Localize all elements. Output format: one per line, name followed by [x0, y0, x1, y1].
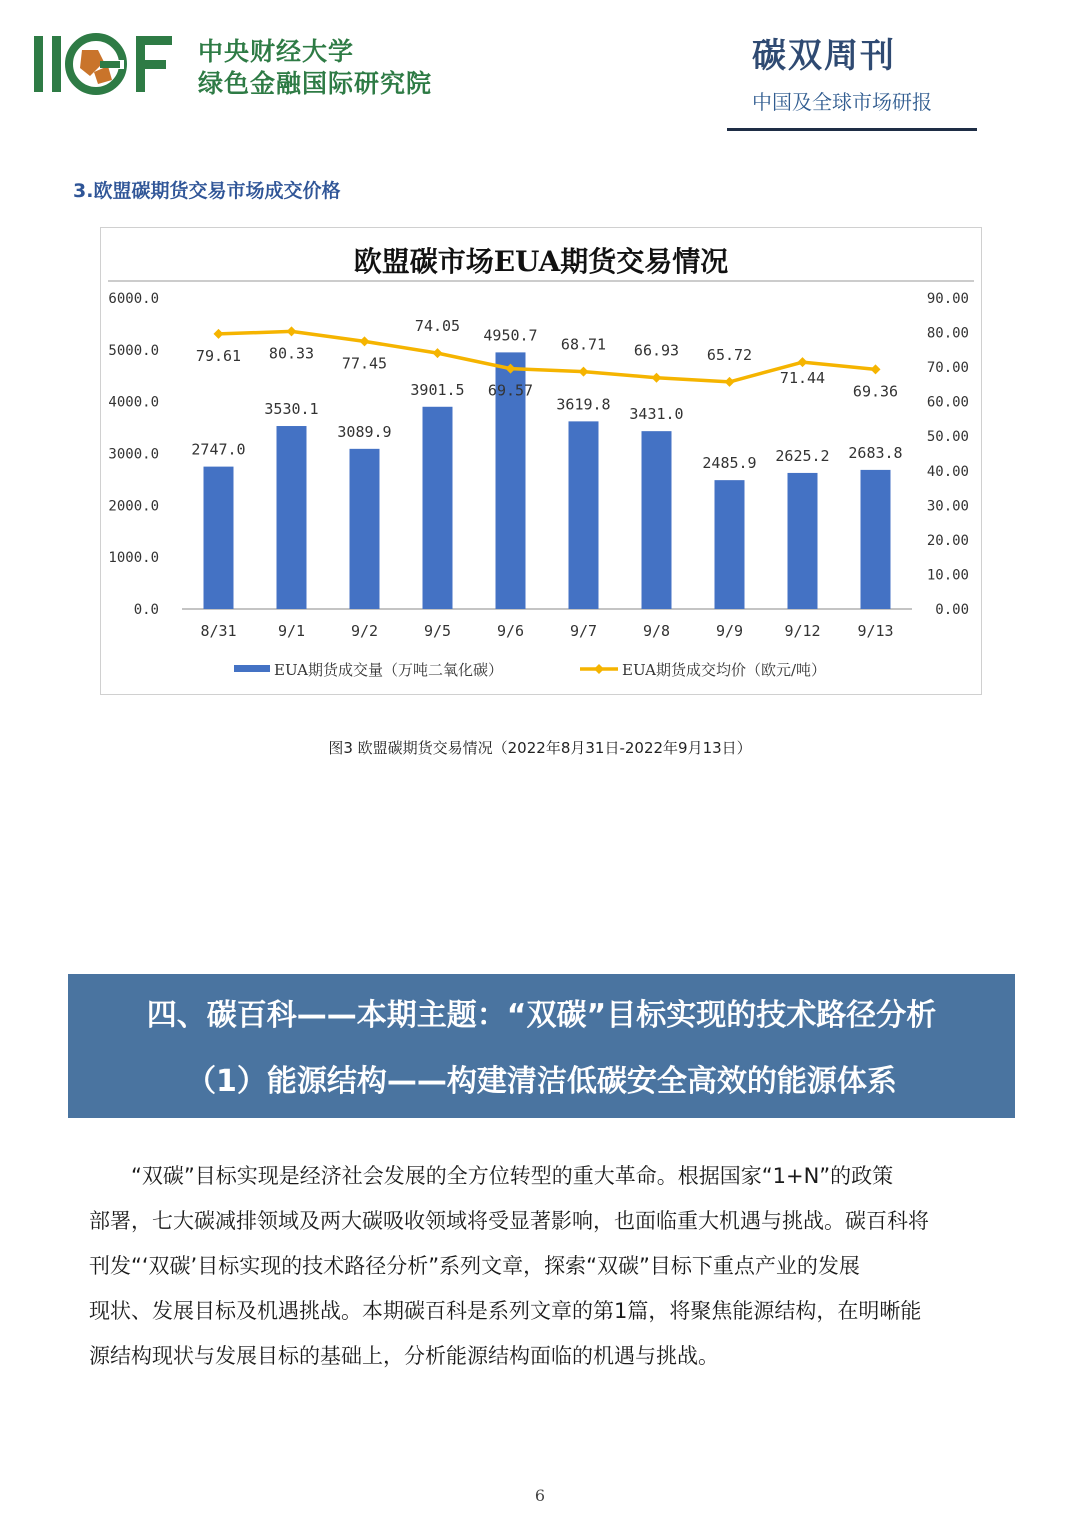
price-marker	[798, 357, 808, 367]
publication-title: 碳双周刊	[752, 36, 896, 76]
page-number: 6	[534, 1486, 546, 1505]
banner-title: 四、碳百科——本期主题：“双碳”目标实现的技术路径分析	[146, 998, 937, 1033]
price-line	[219, 331, 876, 381]
chart-title: 欧盟碳市场EUA期货交易情况	[353, 245, 729, 278]
price-data-label: 69.36	[852, 382, 899, 401]
topic-banner	[68, 974, 1015, 1118]
legend-line-label: EUA期货成交均价（欧元/吨）	[622, 661, 827, 679]
x-tick-label: 9/2	[350, 622, 379, 640]
institute-subtitle: 绿色金融国际研究院	[198, 69, 433, 98]
volume-data-label: 3431.0	[629, 405, 684, 424]
price-data-label: 74.05	[414, 317, 461, 336]
price-data-label: 71.44	[779, 369, 826, 388]
x-tick-label: 9/13	[857, 622, 894, 640]
volume-bar	[788, 473, 818, 609]
price-data-label: 66.93	[633, 341, 680, 360]
banner-subtitle: （1）能源结构——构建清洁低碳安全高效的能源体系	[186, 1064, 897, 1099]
volume-bar	[277, 426, 307, 609]
y-right-tick-label: 30.00	[926, 498, 969, 515]
volume-bar	[715, 480, 745, 609]
y-right-tick-label: 70.00	[926, 360, 969, 377]
price-data-label: 65.72	[706, 345, 753, 364]
volume-data-label: 2683.8	[848, 443, 903, 462]
price-marker	[579, 367, 589, 377]
y-right-tick-label: 60.00	[926, 394, 969, 411]
volume-bar	[642, 431, 672, 609]
price-data-label: 79.61	[195, 346, 242, 365]
y-left-tick-label: 5000.0	[108, 342, 159, 359]
x-tick-label: 9/8	[642, 622, 671, 640]
y-right-tick-label: 20.00	[926, 532, 969, 549]
y-right-tick-label: 50.00	[926, 429, 969, 446]
y-left-tick-label: 1000.0	[108, 550, 159, 567]
body-line: “双碳”目标实现是经济社会发展的全方位转型的重大革命。根据国家“1+N”的政策	[89, 1164, 894, 1188]
volume-data-label: 2485.9	[702, 454, 757, 473]
price-marker	[214, 329, 224, 339]
legend-bar-swatch	[234, 665, 270, 672]
volume-bar	[423, 407, 453, 609]
x-tick-label: 8/31	[200, 622, 237, 640]
legend-line-marker	[594, 664, 604, 674]
body-line: 部署，七大碳减排领域及两大碳吸收领域将受显著影响，也面临重大机遇与挑战。碳百科将	[89, 1209, 929, 1233]
y-right-tick-label: 90.00	[926, 291, 969, 307]
legend-bar-label: EUA期货成交量（万吨二氧化碳）	[274, 661, 503, 679]
price-marker	[725, 377, 735, 387]
institute-name: 中央财经大学	[198, 37, 355, 66]
body-line: 现状、发展目标及机遇挑战。本期碳百科是系列文章的第1篇，将聚焦能源结构，在明晰能	[89, 1299, 922, 1323]
x-tick-label: 9/7	[569, 622, 598, 640]
y-right-tick-label: 40.00	[926, 463, 969, 480]
volume-data-label: 2625.2	[775, 446, 830, 465]
price-marker	[433, 348, 443, 358]
y-left-tick-label: 3000.0	[108, 446, 159, 463]
section-heading: 3.欧盟碳期货交易市场成交价格	[73, 180, 341, 202]
y-right-tick-label: 10.00	[926, 567, 969, 584]
y-right-tick-label: 80.00	[926, 325, 969, 342]
volume-bar	[569, 421, 599, 609]
y-right-tick-label: 0.00	[935, 602, 969, 618]
volume-data-label: 4950.7	[483, 326, 538, 345]
price-marker	[360, 336, 370, 346]
price-data-label: 77.45	[341, 354, 388, 373]
x-tick-label: 9/6	[496, 622, 525, 640]
price-marker	[871, 364, 881, 374]
y-left-tick-label: 0.0	[133, 602, 159, 618]
volume-data-label: 3089.9	[337, 422, 392, 441]
iigf-logo	[32, 32, 180, 98]
y-left-tick-label: 2000.0	[108, 498, 159, 515]
price-data-label: 80.33	[268, 344, 315, 363]
y-left-tick-label: 6000.0	[108, 291, 159, 307]
header-divider	[727, 128, 977, 131]
figure-caption: 图3 欧盟碳期货交易情况（2022年8月31日-2022年9月13日）	[328, 739, 752, 757]
x-tick-label: 9/9	[715, 622, 744, 640]
publication-subtitle: 中国及全球市场研报	[752, 90, 932, 114]
eua-futures-chart	[100, 227, 982, 695]
volume-data-label: 3901.5	[410, 380, 465, 399]
price-data-label: 69.57	[487, 381, 534, 400]
volume-bar	[350, 449, 380, 609]
x-tick-label: 9/5	[423, 622, 452, 640]
volume-data-label: 2747.0	[191, 440, 246, 459]
y-left-tick-label: 4000.0	[108, 394, 159, 411]
x-tick-label: 9/1	[277, 622, 306, 640]
volume-data-label: 3530.1	[264, 400, 319, 419]
body-line: 刊发“‘双碳’目标实现的技术路径分析”系列文章，探索“双碳”目标下重点产业的发展	[89, 1254, 860, 1278]
price-marker	[287, 326, 297, 336]
x-tick-label: 9/12	[784, 622, 821, 640]
volume-bar	[861, 470, 891, 609]
price-marker	[652, 373, 662, 383]
volume-bar	[204, 467, 234, 609]
body-line: 源结构现状与发展目标的基础上，分析能源结构面临的机遇与挑战。	[89, 1344, 719, 1368]
volume-data-label: 3619.8	[556, 395, 611, 414]
price-data-label: 68.71	[560, 335, 607, 354]
